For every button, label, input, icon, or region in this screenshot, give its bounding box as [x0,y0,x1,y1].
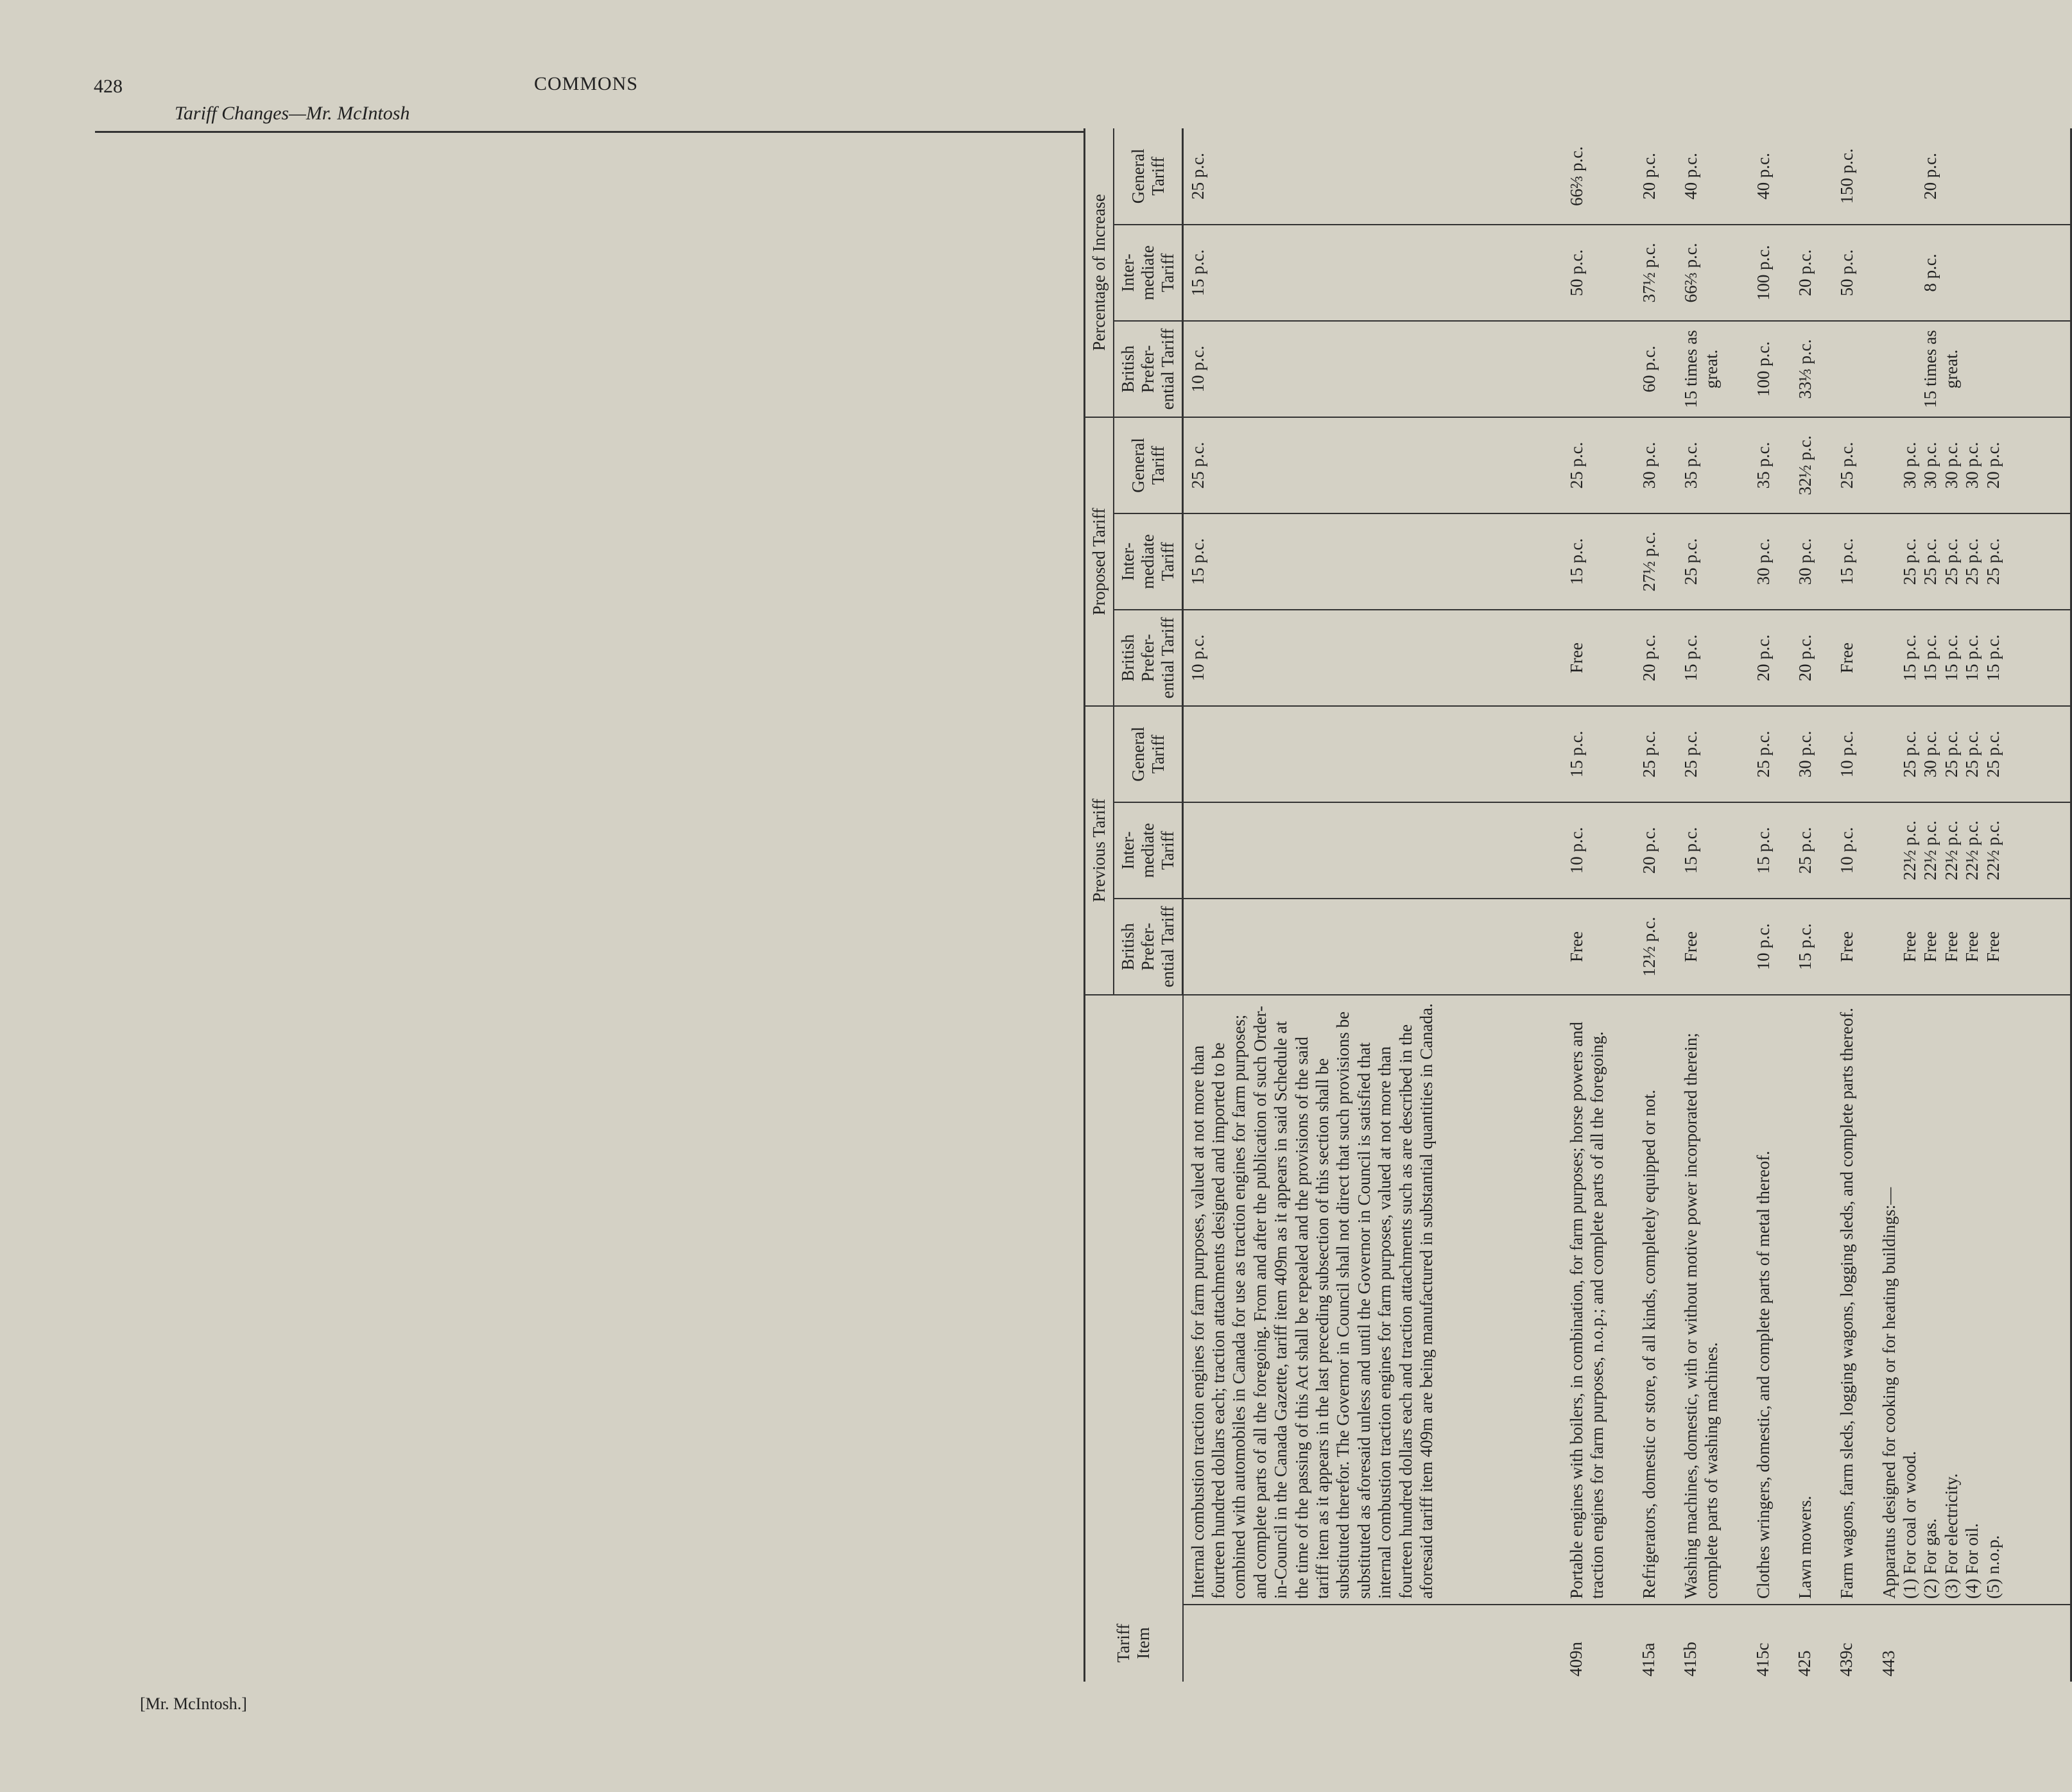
tariff-item-number [1183,1605,1562,1682]
inc-intermediate: 50 p.c. [1562,225,1635,321]
header-prop-intermediate: Inter-mediate Tariff [1114,513,1183,610]
prop-intermediate: 15 p.c. [1833,513,1874,610]
tariff-description: Portable engines with boilers, in combination, for farm purposes; horse powers and traction engines for farm purposes, n.o.p.; and complete parts of all the foregoing. [1562,995,1635,1605]
prev-british: Free [1677,899,1749,995]
inc-general: 40 p.c. [1749,128,1791,225]
inc-british: 60 p.c. [1635,321,1677,417]
header-prop-general: General Tariff [1114,417,1183,513]
prev-intermediate: 25 p.c. [1791,802,1833,899]
table-row [1635,128,1677,1682]
table-row [1833,128,1874,1682]
prev-general: 25 p.c. 30 p.c. 25 p.c. 25 p.c. 25 p.c. [1875,706,2071,802]
prev-british: 10 p.c. [1749,899,1791,995]
tariff-description: Farm wagons, farm sleds, logging wagons, logging sleds, and complete parts thereof. [1833,995,1874,1605]
inc-british: 33⅓ p.c. [1791,321,1833,417]
header-inc-intermediate: Inter-mediate Tariff [1114,225,1183,321]
prev-british: Free [1833,899,1874,995]
inc-general: 20 p.c. [1635,128,1677,225]
tariff-item-number: 415c [1752,1642,1772,1676]
tariff-description: Refrigerators, domestic or store, of all kinds, completely equipped or not. [1635,995,1677,1605]
tariff-item-number: 415a [1638,1642,1658,1676]
prop-general: 35 p.c. [1677,417,1749,513]
prev-general: 25 p.c. [1635,706,1677,802]
header-percentage-increase: Percentage of Increase [1085,128,1114,417]
prop-intermediate: 15 p.c. [1562,513,1635,610]
page-number: 428 [94,76,123,97]
prop-british: Free [1833,610,1874,706]
table-row [1183,128,1562,1682]
prev-intermediate: 22½ p.c. 22½ p.c. 22½ p.c. 22½ p.c. 22½ p.c. [1875,802,2071,899]
prev-intermediate [1183,802,1562,899]
header-proposed-tariff: Proposed Tariff [1085,417,1114,706]
inc-general: 150 p.c. [1833,128,1874,225]
tariff-description: Washing machines, domestic, with or without motive power incorporated therein; complete parts of washing machines. [1677,995,1749,1605]
prop-intermediate: 25 p.c. 25 p.c. 25 p.c. 25 p.c. 25 p.c. [1875,513,2071,610]
prop-intermediate: 30 p.c. [1749,513,1791,610]
page-subtitle: Tariff Changes—Mr. McIntosh [175,103,410,124]
table-row [1749,128,1791,1682]
inc-general: 40 p.c. [1677,128,1749,225]
prop-general: 25 p.c. [1833,417,1874,513]
header-inc-general: General Tariff [1114,128,1183,225]
inc-general: 20 p.c. [1875,128,2071,225]
header-previous-tariff: Previous Tariff [1085,706,1114,995]
member-attribution: [Mr. McIntosh.] [140,1694,247,1713]
tariff-item-number: 409n [1566,1642,1585,1676]
prop-british: 15 p.c. 15 p.c. 15 p.c. 15 p.c. 15 p.c. [1875,610,2071,706]
prop-intermediate: 27½ p.c. [1635,513,1677,610]
tariff-table-container [1083,128,2072,1682]
prop-general: 30 p.c. [1635,417,1677,513]
tariff-table [1083,128,2072,1682]
header-rule [95,131,1083,133]
inc-british [1833,321,1874,417]
inc-british: 15 times as great. [1677,321,1749,417]
table-row [1562,128,1635,1682]
running-head: COMMONS [534,73,639,94]
prop-british: 15 p.c. [1677,610,1749,706]
prop-british: 20 p.c. [1791,610,1833,706]
header-prop-british: British Prefer-ential Tariff [1114,610,1183,706]
header-description [1085,995,1183,1605]
header-prev-british: British Prefer-ential Tariff [1114,899,1183,995]
prop-general: 30 p.c. 30 p.c. 30 p.c. 30 p.c. 20 p.c. [1875,417,2071,513]
table-row [1677,128,1749,1682]
prev-british [1183,899,1562,995]
prop-intermediate: 30 p.c. [1791,513,1833,610]
prev-british: Free [1562,899,1635,995]
inc-british: 15 times as great. [1875,321,2071,417]
tariff-description: Internal combustion traction engines for farm purposes, valued at not more than fourteen hundred dollars each; traction attachments designed and imported to be combined with automobiles in Canada for use as traction engines for farm purposes; and complete parts of all the foregoing. From and after the publication of such Order-in-Council in the Canada Gazette, tariff item 409m as it appears in said Schedule at the time of the passing of this Act shall be repealed and the provisions of the said tariff item as it appears in the last preceding subsection of this section shall be substituted therefor. The Governor in Council shall not direct that such provisions be substituted as aforesaid unless and until the Governor in Council is satisfied that internal combustion traction engines for farm purposes, valued at not more than fourteen hundred dollars each and traction attachments such as are described in the aforesaid tariff item 409m are being manufactured in substantial quantities in Canada. [1183,995,1562,1605]
prev-intermediate: 10 p.c. [1833,802,1874,899]
inc-intermediate: 100 p.c. [1749,225,1791,321]
prev-intermediate: 15 p.c. [1749,802,1791,899]
inc-intermediate: 37½ p.c. [1635,225,1677,321]
prop-british: 10 p.c. [1183,610,1562,706]
tariff-item-number: 443 [1878,1650,1898,1676]
tariff-item-number: 415b [1680,1642,1700,1676]
inc-intermediate: 66⅔ p.c. [1677,225,1749,321]
tariff-description: Apparatus designed for cooking or for heating buildings:— (1) For coal or wood. (2) For gas. (3) For electricity. (4) For oil. (5) n.o.p. [1875,995,2071,1605]
inc-general: 25 p.c. [1183,128,1562,225]
prev-intermediate: 10 p.c. [1562,802,1635,899]
prop-general: 25 p.c. [1562,417,1635,513]
prop-intermediate: 15 p.c. [1183,513,1562,610]
prev-british: Free Free Free Free Free [1875,899,2071,995]
inc-british: 100 p.c. [1749,321,1791,417]
tariff-item-number: 439c [1836,1642,1856,1676]
tariff-description: Lawn mowers. [1791,995,1833,1605]
prop-intermediate: 25 p.c. [1677,513,1749,610]
prev-general [1183,706,1562,802]
tariff-item-number: 425 [1795,1650,1815,1676]
prop-british: Free [1562,610,1635,706]
prev-general: 30 p.c. [1791,706,1833,802]
header-prev-intermediate: Inter-mediate Tariff [1114,802,1183,899]
prev-intermediate: 15 p.c. [1677,802,1749,899]
prev-british: 12½ p.c. [1635,899,1677,995]
inc-british [1562,321,1635,417]
prop-general: 32½ p.c. [1791,417,1833,513]
inc-general: 66⅔ p.c. [1562,128,1635,225]
prop-general: 25 p.c. [1183,417,1562,513]
prop-general: 35 p.c. [1749,417,1791,513]
prop-british: 20 p.c. [1635,610,1677,706]
inc-intermediate: 50 p.c. [1833,225,1874,321]
header-tariff-item: Tariff Item [1085,1605,1183,1682]
prev-general: 15 p.c. [1562,706,1635,802]
table-row [1875,128,2071,1682]
prev-intermediate: 20 p.c. [1635,802,1677,899]
table-row [1791,128,1833,1682]
header-prev-general: General Tariff [1114,706,1183,802]
prop-british: 20 p.c. [1749,610,1791,706]
inc-intermediate: 15 p.c. [1183,225,1562,321]
inc-general [1791,128,1833,225]
inc-intermediate: 8 p.c. [1875,225,2071,321]
prev-general: 10 p.c. [1833,706,1874,802]
tariff-description: Clothes wringers, domestic, and complete parts of metal thereof. [1749,995,1791,1605]
prev-general: 25 p.c. [1749,706,1791,802]
inc-british: 10 p.c. [1183,321,1562,417]
header-inc-british: British Prefer-ential Tariff [1114,321,1183,417]
prev-general: 25 p.c. [1677,706,1749,802]
inc-intermediate: 20 p.c. [1791,225,1833,321]
prev-british: 15 p.c. [1791,899,1833,995]
